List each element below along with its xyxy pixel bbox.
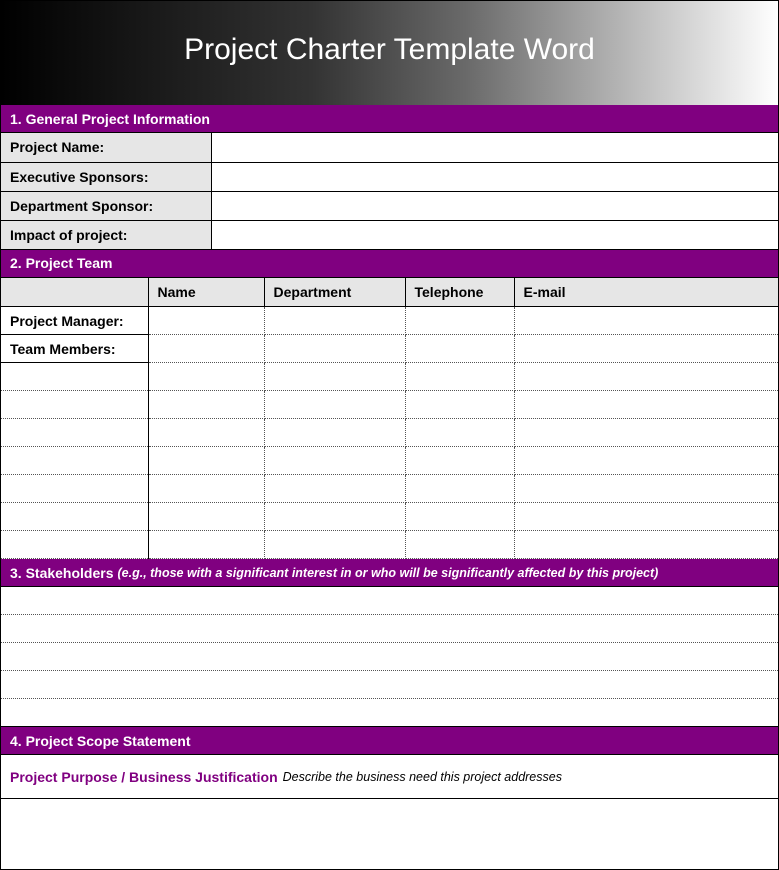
team-cell[interactable] (405, 363, 514, 391)
section-general-title: 1. General Project Information (10, 110, 210, 127)
team-row (1, 363, 778, 391)
team-cell[interactable] (148, 363, 264, 391)
team-cell[interactable] (514, 419, 778, 447)
section-team-title: 2. Project Team (10, 255, 113, 271)
team-cell[interactable] (514, 447, 778, 475)
project-purpose-description: Describe the business need this project addresses (282, 769, 562, 784)
title-banner (1, 1, 778, 105)
team-cell[interactable] (264, 307, 405, 335)
section-stakeholders-note: (e.g., those with a significant interest in or who will be significantly affected by this project) (117, 565, 659, 580)
team-cell[interactable] (264, 503, 405, 531)
team-cell[interactable] (514, 475, 778, 503)
team-cell[interactable] (405, 307, 514, 335)
team-cell[interactable] (405, 475, 514, 503)
team-cell[interactable] (405, 503, 514, 531)
section-general-heading (1, 105, 778, 133)
team-col-name: Name (148, 278, 264, 307)
team-row (1, 335, 778, 363)
department-sponsor-label: Department Sponsor: (1, 191, 211, 220)
stakeholder-line[interactable] (1, 671, 778, 699)
team-row (1, 447, 778, 475)
team-header-row (1, 278, 778, 307)
page-title: Project Charter Template Word (184, 33, 595, 66)
team-cell[interactable] (148, 335, 264, 363)
stakeholder-line[interactable] (1, 699, 778, 727)
general-info-table (1, 133, 778, 250)
team-cell[interactable] (1, 447, 148, 475)
team-cell[interactable] (514, 391, 778, 419)
section-scope-heading (1, 727, 778, 755)
executive-sponsors-label: Executive Sponsors: (1, 162, 211, 191)
stakeholder-line[interactable] (1, 615, 778, 643)
team-cell[interactable] (514, 531, 778, 559)
team-cell[interactable] (148, 419, 264, 447)
project-team-table (1, 278, 778, 560)
executive-sponsors-field[interactable] (211, 162, 778, 191)
team-row (1, 475, 778, 503)
team-cell[interactable] (264, 531, 405, 559)
team-cell[interactable] (405, 447, 514, 475)
stakeholders-lines (1, 587, 778, 727)
team-col-department: Department (264, 278, 405, 307)
team-cell[interactable] (148, 391, 264, 419)
project-manager-label: Project Manager: (1, 307, 148, 335)
general-row (1, 162, 778, 191)
team-row (1, 531, 778, 559)
section-team-heading (1, 250, 778, 278)
team-cell[interactable] (1, 475, 148, 503)
team-cell[interactable] (1, 391, 148, 419)
general-row (1, 133, 778, 162)
team-col-role (1, 278, 148, 307)
team-cell[interactable] (264, 363, 405, 391)
team-cell[interactable] (514, 503, 778, 531)
team-cell[interactable] (514, 335, 778, 363)
team-row (1, 503, 778, 531)
general-row (1, 191, 778, 220)
team-cell[interactable] (405, 419, 514, 447)
stakeholder-line[interactable] (1, 587, 778, 615)
team-cell[interactable] (148, 503, 264, 531)
department-sponsor-field[interactable] (211, 191, 778, 220)
project-purpose-label: Project Purpose / Business Justification (10, 768, 278, 785)
team-cell[interactable] (1, 419, 148, 447)
impact-field[interactable] (211, 220, 778, 249)
project-purpose-row (1, 755, 778, 799)
team-cell[interactable] (1, 531, 148, 559)
team-cell[interactable] (264, 447, 405, 475)
team-cell[interactable] (264, 419, 405, 447)
team-col-telephone: Telephone (405, 278, 514, 307)
general-row (1, 220, 778, 249)
section-stakeholders-title: 3. Stakeholders (10, 564, 114, 581)
team-cell[interactable] (264, 335, 405, 363)
project-name-label: Project Name: (1, 133, 211, 162)
team-cell[interactable] (148, 475, 264, 503)
team-cell[interactable] (405, 391, 514, 419)
impact-label: Impact of project: (1, 220, 211, 249)
team-members-label: Team Members: (1, 335, 148, 363)
team-cell[interactable] (405, 531, 514, 559)
team-cell[interactable] (1, 363, 148, 391)
team-cell[interactable] (148, 307, 264, 335)
stakeholder-line[interactable] (1, 643, 778, 671)
team-cell[interactable] (1, 503, 148, 531)
team-col-email: E-mail (514, 278, 778, 307)
section-stakeholders-heading (1, 559, 778, 587)
project-purpose-field[interactable] (1, 799, 778, 865)
team-row (1, 307, 778, 335)
team-row (1, 419, 778, 447)
team-row (1, 391, 778, 419)
team-cell[interactable] (148, 531, 264, 559)
team-cell[interactable] (405, 335, 514, 363)
team-cell[interactable] (264, 475, 405, 503)
section-scope-title: 4. Project Scope Statement (10, 732, 191, 749)
team-cell[interactable] (514, 307, 778, 335)
team-cell[interactable] (148, 447, 264, 475)
team-cell[interactable] (514, 363, 778, 391)
team-cell[interactable] (264, 391, 405, 419)
project-name-field[interactable] (211, 133, 778, 162)
